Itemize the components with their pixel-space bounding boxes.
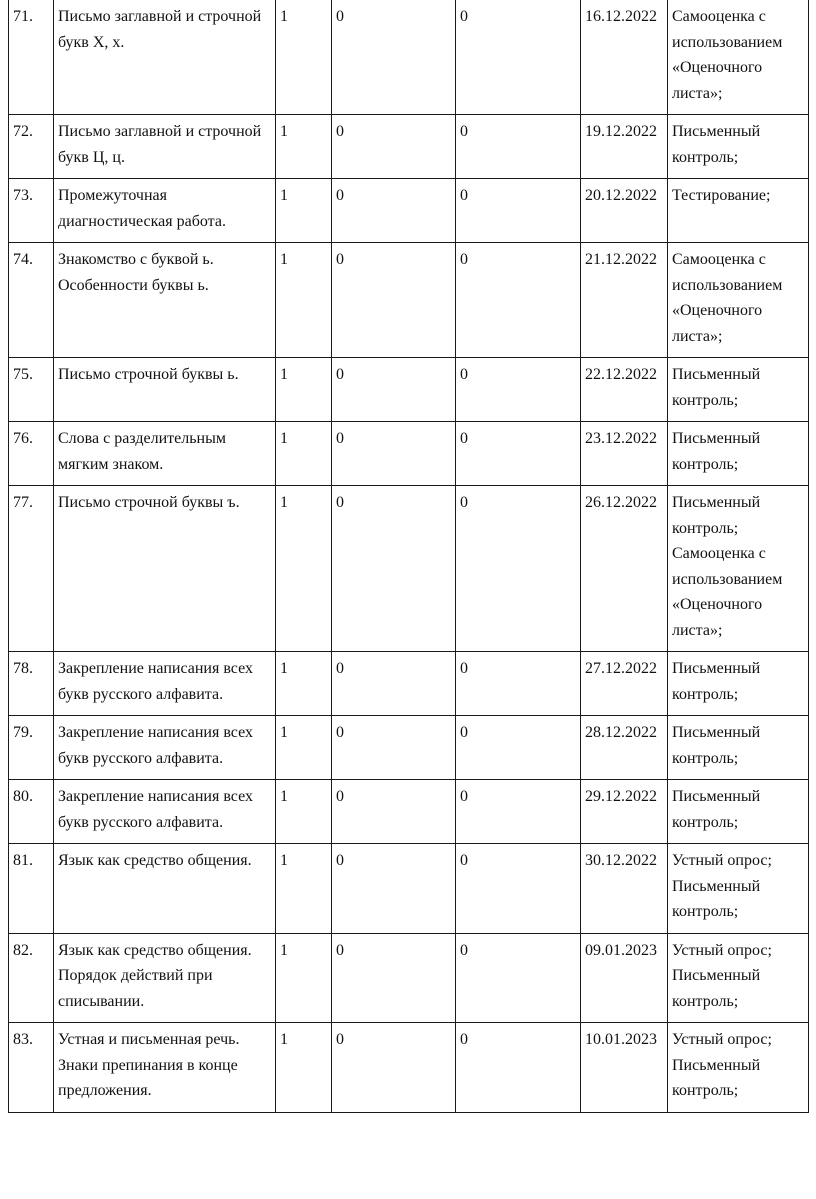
lesson-topic: Слова с разделительным мягким знаком. — [54, 422, 276, 486]
lesson-date: 26.12.2022 — [581, 486, 668, 652]
control-form-item: Устный опрос; — [672, 1031, 772, 1048]
lesson-number: 72. — [9, 115, 54, 179]
lesson-topic: Письмо строчной буквы ъ. — [54, 486, 276, 652]
control-form — [668, 115, 809, 179]
hours-practice: 0 — [456, 780, 581, 844]
lesson-number: 74. — [9, 243, 54, 358]
hours-tests: 0 — [332, 652, 456, 716]
lesson-date: 23.12.2022 — [581, 422, 668, 486]
hours-practice: 0 — [456, 0, 581, 115]
hours-total: 1 — [276, 1023, 332, 1113]
lesson-date: 29.12.2022 — [581, 780, 668, 844]
lesson-topic: Язык как средство общения. Порядок действий при списывании. — [54, 933, 276, 1023]
hours-practice: 0 — [456, 933, 581, 1023]
control-form-item: Письменный контроль; — [672, 967, 761, 1010]
hours-practice: 0 — [456, 358, 581, 422]
lesson-date: 16.12.2022 — [581, 0, 668, 115]
lesson-number: 77. — [9, 486, 54, 652]
lesson-topic: Письмо заглавной и строчной букв Х, х. — [54, 0, 276, 115]
lesson-number: 82. — [9, 933, 54, 1023]
lesson-topic: Письмо строчной буквы ь. — [54, 358, 276, 422]
control-form-item: Самооценка с использованием «Оценочного листа»; — [672, 8, 783, 102]
hours-total: 1 — [276, 243, 332, 358]
hours-tests: 0 — [332, 358, 456, 422]
hours-tests: 0 — [332, 933, 456, 1023]
control-form — [668, 1023, 809, 1113]
control-form-item: Самооценка с использованием «Оценочного листа»; — [672, 251, 783, 345]
table-row — [9, 486, 809, 652]
table-row — [9, 933, 809, 1023]
hours-practice: 0 — [456, 486, 581, 652]
control-form-item: Самооценка с использованием «Оценочного листа»; — [672, 545, 783, 639]
lesson-number: 79. — [9, 716, 54, 780]
control-form — [668, 243, 809, 358]
lesson-date: 10.01.2023 — [581, 1023, 668, 1113]
hours-tests: 0 — [332, 0, 456, 115]
hours-tests: 0 — [332, 422, 456, 486]
lesson-topic: Закрепление написания всех букв русского алфавита. — [54, 652, 276, 716]
control-form-item: Устный опрос; — [672, 852, 772, 869]
table-row — [9, 179, 809, 243]
lesson-plan-table — [8, 0, 809, 1113]
hours-practice: 0 — [456, 652, 581, 716]
control-form-item: Письменный контроль; — [672, 494, 761, 537]
lesson-topic: Устная и письменная речь. Знаки препинания в конце предложения. — [54, 1023, 276, 1113]
lesson-topic: Язык как средство общения. — [54, 844, 276, 934]
control-form — [668, 716, 809, 780]
hours-total: 1 — [276, 422, 332, 486]
control-form — [668, 486, 809, 652]
hours-tests: 0 — [332, 115, 456, 179]
lesson-date: 21.12.2022 — [581, 243, 668, 358]
lesson-number: 80. — [9, 780, 54, 844]
control-form — [668, 844, 809, 934]
lesson-number: 76. — [9, 422, 54, 486]
hours-practice: 0 — [456, 179, 581, 243]
table-row — [9, 780, 809, 844]
lesson-number: 75. — [9, 358, 54, 422]
lesson-topic: Промежуточная диагностическая работа. — [54, 179, 276, 243]
hours-total: 1 — [276, 652, 332, 716]
lesson-number: 78. — [9, 652, 54, 716]
lesson-date: 22.12.2022 — [581, 358, 668, 422]
lesson-number: 81. — [9, 844, 54, 934]
control-form-item: Тестирование; — [672, 187, 771, 204]
lesson-number: 73. — [9, 179, 54, 243]
hours-practice: 0 — [456, 422, 581, 486]
hours-total: 1 — [276, 716, 332, 780]
lesson-date: 20.12.2022 — [581, 179, 668, 243]
hours-tests: 0 — [332, 179, 456, 243]
control-form — [668, 422, 809, 486]
lesson-date: 09.01.2023 — [581, 933, 668, 1023]
lesson-topic: Закрепление написания всех букв русского алфавита. — [54, 716, 276, 780]
table-row — [9, 115, 809, 179]
hours-total: 1 — [276, 0, 332, 115]
table-row — [9, 652, 809, 716]
lesson-date: 28.12.2022 — [581, 716, 668, 780]
control-form-item: Письменный контроль; — [672, 430, 761, 473]
lesson-topic: Закрепление написания всех букв русского алфавита. — [54, 780, 276, 844]
lesson-date: 19.12.2022 — [581, 115, 668, 179]
lesson-topic: Знакомство с буквой ь. Особенности буквы ь. — [54, 243, 276, 358]
lesson-rows — [9, 0, 809, 1112]
hours-tests: 0 — [332, 716, 456, 780]
control-form-item: Устный опрос; — [672, 941, 772, 959]
control-form-item: Письменный контроль; — [672, 123, 761, 166]
table-row — [9, 422, 809, 486]
hours-practice: 0 — [456, 716, 581, 780]
control-form — [668, 0, 809, 115]
table-row — [9, 1023, 809, 1113]
table-row — [9, 243, 809, 358]
hours-total: 1 — [276, 358, 332, 422]
hours-tests: 0 — [332, 486, 456, 652]
hours-total: 1 — [276, 179, 332, 243]
hours-total: 1 — [276, 486, 332, 652]
table-row — [9, 844, 809, 934]
hours-total: 1 — [276, 780, 332, 844]
lesson-date: 30.12.2022 — [581, 844, 668, 934]
lesson-topic: Письмо заглавной и строчной букв Ц, ц. — [54, 115, 276, 179]
control-form-item: Письменный контроль; — [672, 877, 761, 920]
hours-practice: 0 — [456, 1023, 581, 1113]
control-form-item: Письменный контроль; — [672, 788, 761, 831]
control-form-item: Письменный контроль; — [672, 366, 761, 409]
hours-tests: 0 — [332, 844, 456, 934]
lesson-number: 71. — [9, 0, 54, 115]
hours-practice: 0 — [456, 115, 581, 179]
control-form-item: Письменный контроль; — [672, 1056, 761, 1099]
lesson-date: 27.12.2022 — [581, 652, 668, 716]
control-form — [668, 358, 809, 422]
control-form — [668, 780, 809, 844]
control-form-item: Письменный контроль; — [672, 724, 761, 767]
control-form-item: Письменный контроль; — [672, 660, 761, 703]
hours-total: 1 — [276, 933, 332, 1023]
table-row — [9, 358, 809, 422]
lesson-number: 83. — [9, 1023, 54, 1113]
control-form — [668, 933, 809, 1023]
table-row — [9, 716, 809, 780]
control-form — [668, 179, 809, 243]
control-form — [668, 652, 809, 716]
table-row — [9, 0, 809, 115]
hours-tests: 0 — [332, 780, 456, 844]
hours-total: 1 — [276, 115, 332, 179]
hours-practice: 0 — [456, 844, 581, 934]
hours-practice: 0 — [456, 243, 581, 358]
hours-total: 1 — [276, 844, 332, 934]
hours-tests: 0 — [332, 1023, 456, 1113]
hours-tests: 0 — [332, 243, 456, 358]
